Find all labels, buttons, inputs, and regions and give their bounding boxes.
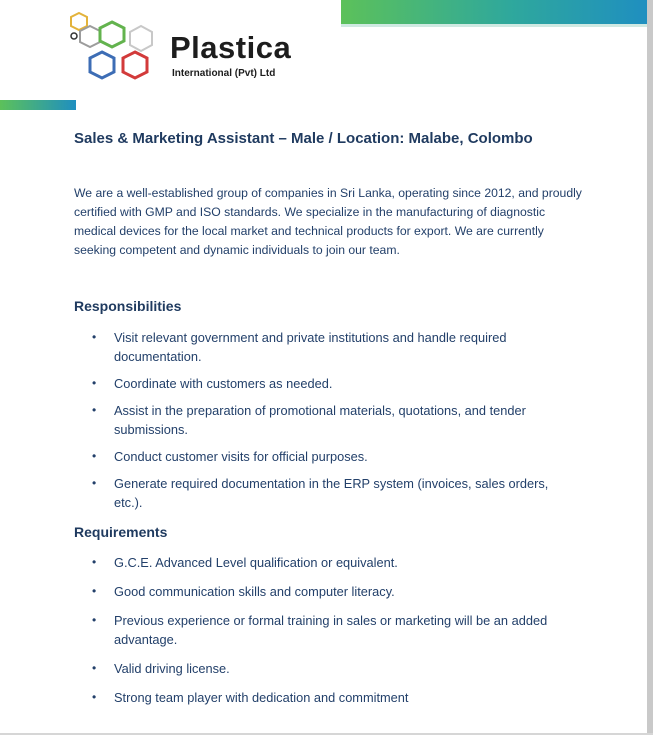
list-item: [74, 447, 574, 466]
list-item: [74, 582, 574, 601]
responsibilities-heading: Responsibilities: [74, 298, 182, 314]
requirements-heading: Requirements: [74, 524, 168, 540]
hexagon-logo-icon: [62, 8, 167, 98]
page-edge-right: [647, 0, 653, 735]
logo-name: Plastica: [170, 30, 292, 65]
requirements-list: [74, 553, 574, 707]
decorative-left-bar: [0, 100, 76, 110]
list-item-text: Conduct customer visits for official purposes.: [114, 449, 368, 464]
list-item-text: Strong team player with dedication and commitment: [114, 690, 409, 705]
job-title: Sales & Marketing Assistant – Male / Location: Malabe, Colombo: [74, 130, 533, 147]
bullet-icon: •: [92, 476, 97, 490]
list-item-text: Assist in the preparation of promotional materials, quotations, and tender submissions.: [114, 403, 526, 437]
bullet-icon: •: [92, 403, 97, 417]
decorative-top-bar: [341, 0, 647, 24]
list-item-text: Valid driving license.: [114, 661, 230, 676]
list-item: [74, 328, 574, 366]
list-item: [74, 401, 574, 439]
list-item-text: Previous experience or formal training in sales or marketing will be an added advantage.: [114, 613, 548, 647]
list-item: [74, 553, 574, 572]
intro-paragraph: We are a well-established group of companies in Sri Lanka, operating since 2012, and proudly certified with GMP and ISO standards. We specialize in the manufacturing of diagnostic medical devices for the local market and technical products for export. We are currently seeking competent and dynamic individuals to join our team.: [74, 186, 582, 257]
company-logo: [62, 8, 312, 100]
list-item: [74, 659, 574, 678]
list-item-text: Generate required documentation in the ERP system (invoices, sales orders, etc.).: [114, 476, 549, 510]
list-item-text: Good communication skills and computer literacy.: [114, 584, 395, 599]
decorative-top-bar-shadow: [341, 24, 647, 27]
logo-subtitle: International (Pvt) Ltd: [172, 68, 276, 79]
bullet-icon: •: [92, 449, 97, 463]
bullet-icon: •: [92, 330, 97, 344]
bullet-icon: •: [92, 690, 97, 704]
bullet-icon: •: [92, 555, 97, 569]
list-item-text: G.C.E. Advanced Level qualification or equivalent.: [114, 555, 398, 570]
list-item: [74, 688, 574, 707]
list-item-text: Coordinate with customers as needed.: [114, 376, 333, 391]
list-item: [74, 611, 574, 649]
list-item: [74, 474, 574, 512]
bullet-icon: •: [92, 613, 97, 627]
bullet-icon: •: [92, 661, 97, 675]
list-item-text: Visit relevant government and private institutions and handle required documentation.: [114, 330, 507, 364]
list-item: [74, 374, 574, 393]
bullet-icon: •: [92, 376, 97, 390]
bullet-icon: •: [92, 584, 97, 598]
responsibilities-list: [74, 328, 574, 512]
